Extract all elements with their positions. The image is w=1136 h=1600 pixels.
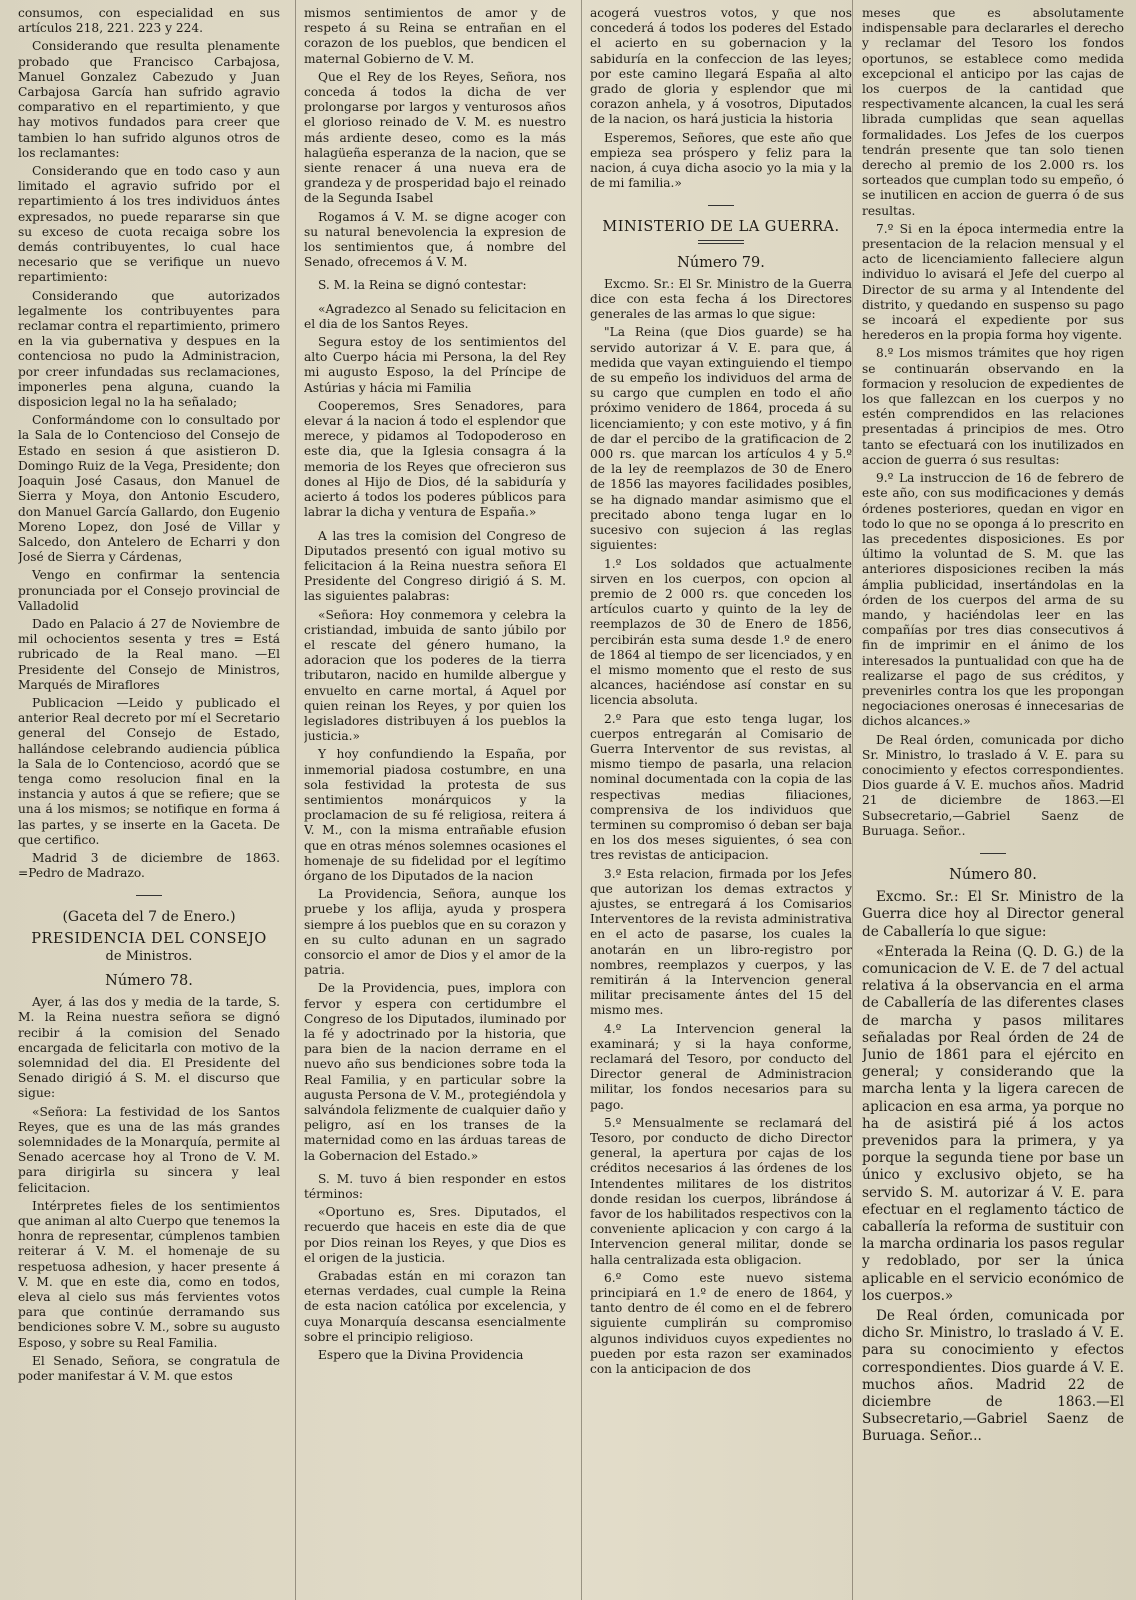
- paragraph: 5.º Mensualmente se reclamará del Tesoro, por conducto de dicho Director general, la apertura por cajas de los créditos necesarios á las órdenes de los Intendentes militares de los distritos donde residan los cuerpos, librándose á favor de los habilitados respectivos con la conveniente aplicacion y con cargo á la Intervencion general militar, donde se halla centralizada esta obligacion.: [590, 1115, 852, 1267]
- paragraph: 3.º Esta relacion, firmada por los Jefes que autorizan los demas extractos y ajustes, se entregará á los Comisarios Interventores de la revista administrativa en el acto de pasarse, los cuales la anotarán en un libro-registro por nombres, reemplazos y cuerpos, y las remitirán á la Intervencion general militar precisamente ántes del 15 del mismo mes.: [590, 866, 852, 1018]
- column-2: [304, 6, 566, 1594]
- paragraph: Excmo. Sr.: El Sr. Ministro de la Guerra dice con esta fecha á los Directores generales de las armas lo que sigue:: [590, 276, 852, 322]
- paragraph: 6.º Como este nuevo sistema principiará en 1.º de enero de 1864, y tanto dentro de él como en el de febrero siguiente cumplirán su compromiso algunos individuos cuyos expedientes no pueden por esta razon ser examinados con la anticipacion de dos: [590, 1270, 852, 1377]
- paragraph: La Providencia, Señora, aunque los pruebe y los aflija, ayuda y prospera siempre á los pueblos que en su corazon y en su culto adunan en un sagrado consorcio el amor de Dios y el amor de la patria.: [304, 887, 566, 978]
- paragraph: De Real órden, comunicada por dicho Sr. Ministro, lo traslado á V. E. para su conocimiento y efectos correspondientes. Dios guarde á V. E. muchos años. Madrid 21 de diciembre de 1863.—El Subsecretario,—Gabriel Saenz de Buruaga. Señor..: [862, 732, 1124, 838]
- section-separator: [708, 205, 734, 206]
- column-rule: [852, 0, 853, 1600]
- item-number: Número 80.: [949, 866, 1037, 883]
- item-number: Número 79.: [677, 254, 765, 271]
- paragraph: 1.º Los soldados que actualmente sirven en los cuerpos, con opcion al premio de 2 000 rs. que conceden los artículos cuarto y quinto de la ley de reemplazos de 30 de Enero de 1856, percibirán esta suma desde 1.º de enero de 1864 al tiempo de ser licenciados, y en el mismo momento que el resto de sus alcances, haciéndose así constar en su licencia absoluta.: [590, 556, 852, 708]
- paragraph: "La Reina (que Dios guarde) se ha servido autorizar á V. E. para que, á medida que vayan extinguiendo el tiempo de su empeño los individuos del arma de su cargo que cumplen en todo el año próximo venidero de 1864, proceda á su licenciamiento; y con este motivo, y á fin de dar el percibo de la gratificacion de 2 000 rs. que marcan los artículos 4 y 5.º de la ley de reemplazos de 30 de Enero de 1856 las mayores facilidades posibles, se ha dignado mandar asimismo que el precitado abono tenga lugar en lo sucesivo con sujecion á las reglas siguientes:: [590, 325, 852, 553]
- column-3: [590, 6, 852, 1594]
- paragraph: Rogamos á V. M. se digne acoger con su natural benevolencia la expresion de los sentimientos que, á nombre del Senado, ofrecemos á V. M.: [304, 209, 566, 270]
- column-rule: [581, 0, 582, 1600]
- paragraph: 9.º La instruccion de 16 de febrero de este año, con sus modificaciones y demás órdenes posteriores, quedan en vigor en todo lo que no se oponga á lo prescrito en las precedentes disposiciones. Es por último la voluntad de S. M. que las anteriores disposiciones reciben la más ámplia publicidad, insertándolas en la órden de los cuerpos del arma de su mando, y haciéndolas leer en las compañías por tres dias consecutivos á fin de imprimir en el ánimo de los interesados la puntualidad con que ha de realizarse el pago de sus créditos, y prevenirles contra los que les propongan negociaciones onerosas é innecesarias de dichos alcances.»: [862, 471, 1124, 729]
- paragraph: Excmo. Sr.: El Sr. Ministro de la Guerra dice hoy al Director general de Caballería lo que sigue:: [862, 889, 1124, 940]
- paragraph: Dado en Palacio á 27 de Noviembre de mil ochocientos sesenta y tres = Está rubricado de la Real mano. —El Presidente del Consejo de Ministros, Marqués de Miraflores: [18, 616, 280, 692]
- paragraph: 2.º Para que esto tenga lugar, los cuerpos entregarán al Comisario de Guerra Interventor de sus revistas, al mismo tiempo de pasarla, una relacion nominal documentada con la copia de las respectivas medias filiaciones, comprensiva de los individuos que terminen su compromiso ó deban ser baja en los dos meses siguientes, ó sea con tres revistas de anticipacion.: [590, 711, 852, 863]
- paragraph: «Señora: Hoy conmemora y celebra la cristiandad, imbuida de santo júbilo por el rescate del género humano, la adoracion que los poderes de la tierra tributaron, nacido en humilde albergue y envuelto en carne mortal, á Aquel por quien reinan los Reyes, y por quien los legisladores distribuyen á los pueblos la justicia.»: [304, 607, 566, 744]
- section-heading: MINISTERIO DE LA GUERRA.: [602, 219, 840, 236]
- column-4: [862, 6, 1124, 1594]
- section-separator: [136, 895, 162, 896]
- paragraph: Publicacion —Leido y publicado el anterior Real decreto por mí el Secretario general del Consejo de Estado, hallándose celebrando audiencia pública la Sala de lo Contencioso, acordó que se tenga como resolucion final en la instancia y autos á que se refiere; que se una á los mismos; se notifique en forma á las partes, y se inserte en la Gaceta. De que certifico.: [18, 695, 280, 847]
- paragraph: Madrid 3 de diciembre de 1863. =Pedro de Madrazo.: [18, 850, 280, 881]
- column-rule: [295, 0, 296, 1600]
- paragraph: Intérpretes fieles de los sentimientos que animan al alto Cuerpo que tenemos la honra de representar, cúmplenos tambien reiterar á V. M. el homenaje de su respetuosa adhesion, y hacer presente á V. M. que en este dia, como en todos, eleva al cielo sus más fervientes votos para que continúe derramando sus bendiciones sobre V. M., sobre su augusto Esposo, y sobre su Real Familia.: [18, 1198, 280, 1350]
- paragraph: Cooperemos, Sres Senadores, para elevar á la nacion á todo el esplendor que merece, y pidamos al Todopoderoso en este dia, que la Iglesia consagra á la memoria de los Reyes que ofrecieron sus dones al Hijo de Dios, dé la sabiduría y acierto á todos los poderes públicos para labrar la dicha y ventura de España.»: [304, 398, 566, 520]
- paragraph: mismos sentimientos de amor y de respeto á su Reina se entrañan en el corazon de los pueblos, que bendicen el maternal Gobierno de V. M.: [304, 6, 566, 66]
- paragraph: S. M. tuvo á bien responder en estos términos:: [304, 1171, 566, 1202]
- paragraph: Conformándome con lo consultado por la Sala de lo Contencioso del Consejo de Estado en sesion á que asistieron D. Domingo Ruiz de la Vega, Presidente; don Joaquin José Casaus, don Manuel de Sierra y Moya, don Antonio Escudero, don Manuel García Gallardo, don Eugenio Moreno Lopez, don José de Villar y Salcedo, don Antelero de Echarri y don José de Sierra y Cárdenas,: [18, 413, 280, 565]
- paragraph: Segura estoy de los sentimientos del alto Cuerpo hácia mi Persona, la del Rey mi augusto Esposo, la del Príncipe de Astúrias y hácia mi Familia: [304, 335, 566, 395]
- paragraph: Esperemos, Señores, que este año que empieza sea próspero y feliz para la nacion, á cuya dicha asocio yo la mia y la de mi familia.»: [590, 130, 852, 191]
- paragraph: S. M. la Reina se dignó contestar:: [318, 278, 527, 293]
- paragraph: Grabadas están en mi corazon tan eternas verdades, cual cumple la Reina de esta nacion católica por excelencia, y cuya Monarquía descansa esencialmente sobre el principio religioso.: [304, 1269, 566, 1344]
- paragraph: «Enterada la Reina (Q. D. G.) de la comunicacion de V. E. de 7 del actual relativa á la observancia en el arma de Caballería de las diferentes clases de marcha y pasos militares señaladas por Real órden de 24 de Junio de 1861 para el ejército en general; y considerando que la marcha lenta y la ligera carecen de aplicacion en esa arma, ya porque no ha de asistirá pié á los actos prevenidos para la primera, y ya porque la segunda tiene por base un único y exclusivo objeto, se ha servido S. M. autorizar á V. E. para efectuar en el reglamento táctico de caballería la reforma de sustituir con la marcha ordinaria los pasos regular y redoblado, por ser la única aplicable en el servicio económico de los cuerpos.»: [862, 943, 1124, 1304]
- paragraph: «Agradezco al Senado su felicitacion en el dia de los Santos Reyes.: [304, 301, 566, 331]
- paragraph: 7.º Si en la época intermedia entre la presentacion de la relacion mensual y el acto de licenciamiento falleciere algun individuo lo avisará el Jefe del cuerpo al Director de su arma y al Intendente del distrito, y quedando en suspenso su pago se incoará el expediente por sus herederos en la propia forma hoy vigente.: [862, 221, 1124, 343]
- paragraph: Considerando que autorizados legalmente los contribuyentes para reclamar contra el repartimiento, primero en la via gubernativa y despues en la contenciosa no pudo la Administracion, por creer infundadas sus reclamaciones, imponerles pena alguna, cuando la disposicion legal no la ha señalado;: [18, 288, 280, 410]
- item-number: Número 78.: [105, 972, 193, 989]
- paragraph: consumos, con especialidad en sus artículos 218, 221. 223 y 224.: [18, 6, 280, 36]
- paragraph: De la Providencia, pues, implora con fervor y espera con certidumbre el Congreso de los Diputados, iluminado por la fé y adoctrinado por la historia, que para bien de la nacion derrame en el nuevo año sus bendiciones sobre toda la Real Familia, y en particular sobre la augusta Persona de V. M., protegiéndola y salvándola felizmente de cualquier daño y peligro, así en los transes de la maternidad como en las árduas tareas de la Gobernacion del Estado.»: [304, 981, 566, 1163]
- paragraph: El Senado, Señora, se congratula de poder manifestar á V. M. que estos: [18, 1353, 280, 1384]
- section-heading: PRESIDENCIA DEL CONSEJO: [31, 930, 267, 947]
- paragraph: A las tres la comision del Congreso de Diputados presentó con igual motivo su felicitacion á la Reina nuestra señora El Presidente del Congreso dirigió á S. M. las siguientes palabras:: [304, 528, 566, 604]
- column-1: [18, 6, 280, 1594]
- double-rule: [698, 240, 744, 244]
- paragraph: De Real órden, comunicada por dicho Sr. Ministro, lo traslado á V. E. para su conocimiento y efectos correspondientes. Dios guarde á V. E. muchos años. Madrid 22 de diciembre de 1863.—El Subsecretario,—Gabriel Saenz de Buruaga. Señor...: [862, 1308, 1124, 1445]
- source-note: (Gaceta del 7 de Enero.): [62, 909, 236, 926]
- section-separator: [980, 853, 1006, 854]
- paragraph: Que el Rey de los Reyes, Señora, nos conceda á todos la dicha de ver prolongarse por largos y venturosos años el glorioso reinado de V. M. es nuestro más ardiente deseo, como es la más halagüeña esperanza de la nacion, que se siente renacer á una nueva era de grandeza y de prosperidad bajo el reinado de la Segunda Isabel: [304, 69, 566, 206]
- paragraph: Ayer, á las dos y media de la tarde, S. M. la Reina nuestra señora se dignó recibir á la comision del Senado encargada de felicitarla con motivo de la solemnidad del dia. El Presidente del Senado dirigió á S. M. el discurso que sigue:: [18, 995, 280, 1101]
- paragraph: 8.º Los mismos trámites que hoy rigen se continuarán observando en la formacion y resolucion de expedientes de los que fallezcan en los cuerpos y no estén comprendidos en las relaciones presentadas á principios de mes. Otro tanto se efectuará con los inutilizados en accion de guerra ó sus resultas:: [862, 346, 1124, 467]
- paragraph: «Señora: La festividad de los Santos Reyes, que es una de las más grandes solemnidades de la Monarquía, permite al Senado acercase hoy al Trono de V. M. para dirigirla su sincera y leal felicitacion.: [18, 1104, 280, 1195]
- paragraph: Considerando que resulta plenamente probado que Francisco Carbajosa, Manuel Gonzalez Cabezudo y Juan Carbajosa García han sufrido agravio comparativo en el repartimiento, y que hay motivos fundados para creer que tambien lo han sufrido algunos otros de los reclamantes:: [18, 39, 280, 160]
- paragraph: Considerando que en todo caso y aun limitado el agravio sufrido por el repartimiento á los tres individuos ántes expresados, no puede repararse sin que su exceso de cuota recaiga sobre los demás contribuyentes, lo cual hace necesario que se verifique un nuevo repartimiento:: [18, 164, 280, 285]
- paragraph: 4.º La Intervencion general la examinará; y si la haya conforme, reclamará del Tesoro, por conducto del Director general de Administracion militar, los fondos necesarios para su pago.: [590, 1021, 852, 1112]
- section-subheading: de Ministros.: [105, 948, 193, 964]
- paragraph: Vengo en confirmar la sentencia pronunciada por el Consejo provincial de Valladolid: [18, 568, 280, 613]
- paragraph: meses que es absolutamente indispensable para declararles el derecho y reclamar del Tesoro los fondos oportunos, se establece como medida excepcional el anticipo por las cajas de los cuerpos de la cantidad que respectivamente alcancen, la cual les será librada cumplidas que sean aquellas formalidades. Los Jefes de los cuerpos tendrán presente que tan solo tienen derecho al premio de los 2.000 rs. los sorteados que cumplan todo su empeño, ó se inutilicen en accion de guerra ó de sus resultas.: [862, 6, 1124, 218]
- paragraph: Espero que la Divina Providencia: [318, 1348, 524, 1363]
- paragraph: «Oportuno es, Sres. Diputados, el recuerdo que haceis en este dia de que por Dios reinan los Reyes, y que Dios es el origen de la justicia.: [304, 1205, 566, 1265]
- paragraph: acogerá vuestros votos, y que nos concederá á todos los poderes del Estado el acierto en su gobernacion y la sabiduría en la confeccion de las leyes; por este camino llegará España al alto grado de gloria y esplendor que mi corazon anhela, y á vosotros, Diputados de la nacion, os hará justicia la historia: [590, 6, 852, 127]
- paragraph: Y hoy confundiendo la España, por inmemorial piadosa costumbre, en una sola festividad la protesta de sus sentimientos monárquicos y la proclamacion de su fé religiosa, reitera á V. M., con la misma entrañable efusion que en otras ménos solemnes ocasiones el homenaje de su fidelidad por el legítimo órgano de los Diputados de la nacion: [304, 747, 566, 883]
